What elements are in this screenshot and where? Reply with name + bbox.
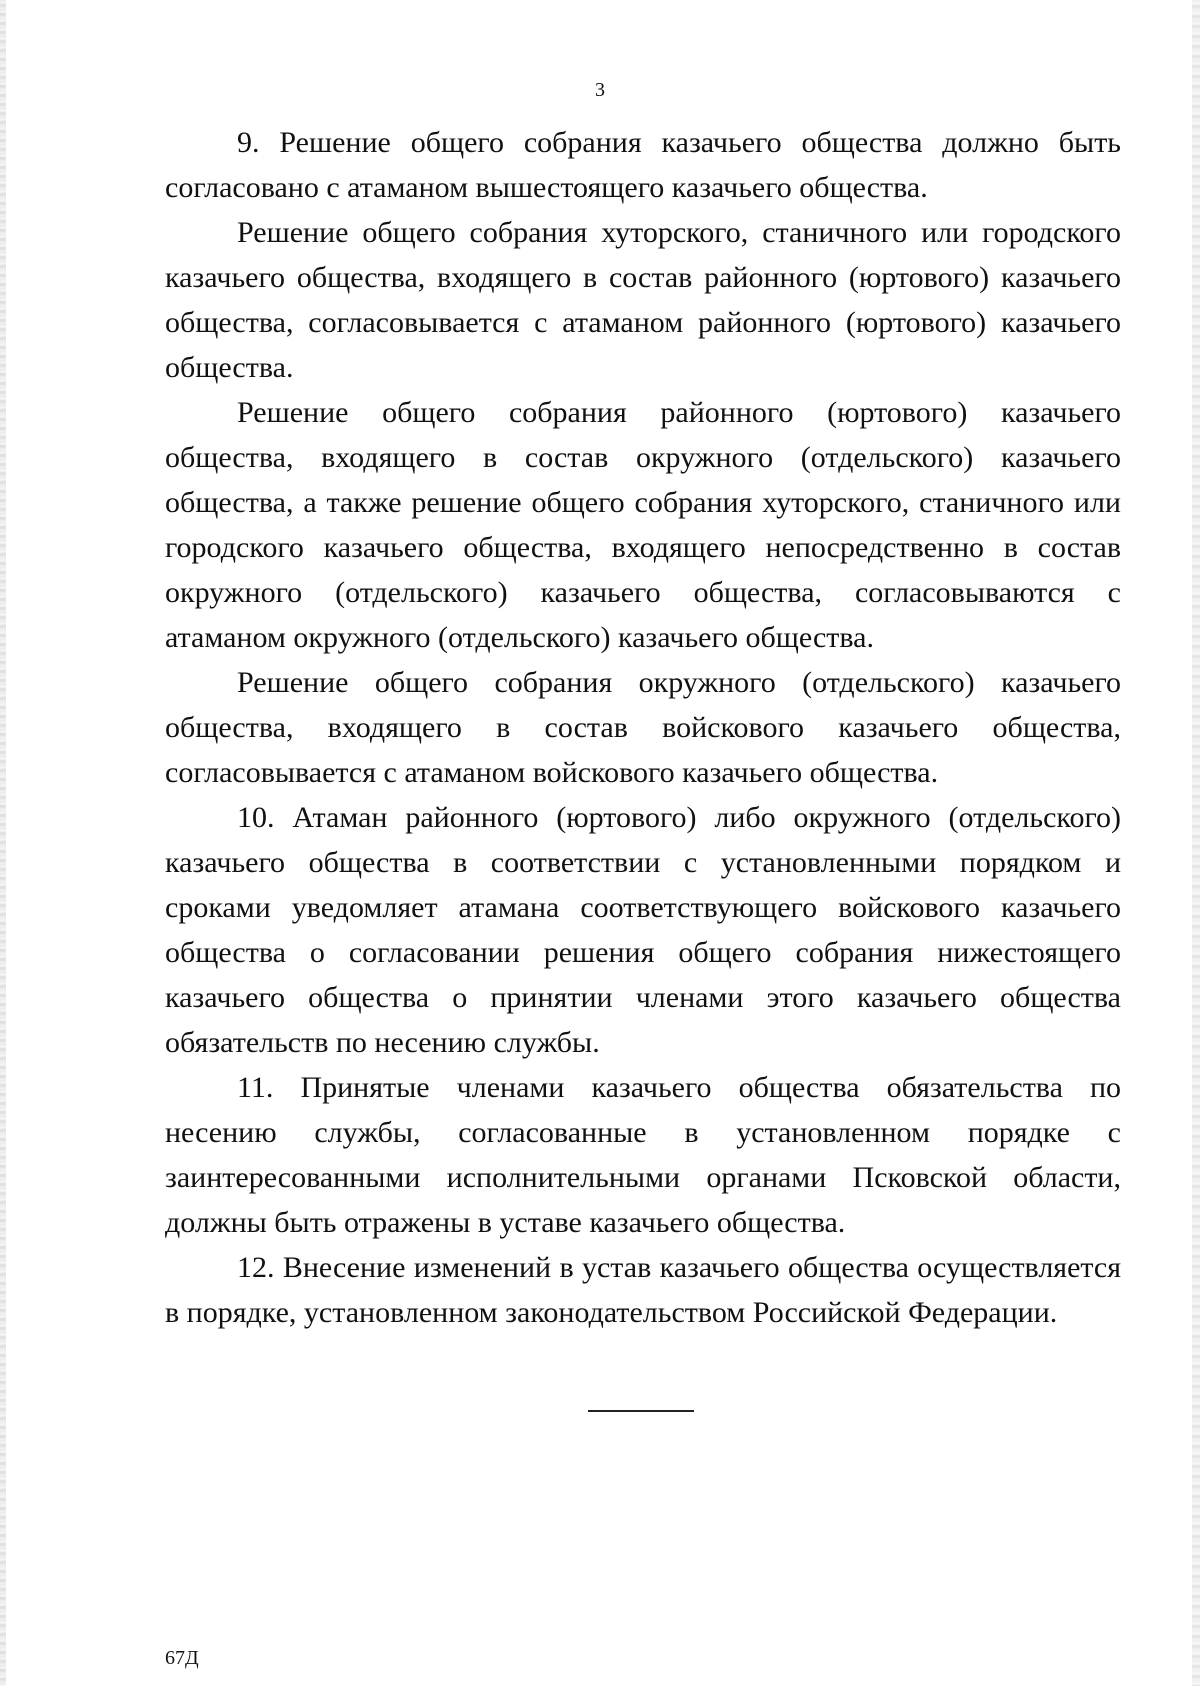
paragraph-10: 10. Атаман районного (юртового) либо окружного (отдельского) казачьего общества в соответствии с установленными порядком и сроками уведомляет атамана соответствующего войскового казачьего общества о согласовании решения общего собрания нижестоящего казачьего общества о принятии членами этого казачьего общества обязательств по несению службы. bbox=[165, 801, 1121, 1059]
end-divider-line bbox=[588, 1410, 694, 1412]
paragraph-11: 11. Принятые членами казачьего общества обязательства по несению службы, согласованные в установленном порядке с заинтересованными исполнительными органами Псковской области, должны быть отражены в уставе казачьего общества. bbox=[165, 1071, 1121, 1239]
paragraph-9-okrug: Решение общего собрания окружного (отдельского) казачьего общества, входящего в состав войскового казачьего общества, согласовывается с атаманом войскового казачьего общества. bbox=[165, 666, 1121, 789]
paragraph-12: 12. Внесение изменений в устав казачьего общества осуществляется в порядке, установленном законодательством Российской Федерации. bbox=[165, 1251, 1121, 1329]
document-body bbox=[165, 120, 1121, 1335]
paragraph-9-raion: Решение общего собрания районного (юртового) казачьего общества, входящего в состав окружного (отдельского) казачьего общества, а также решение общего собрания хуторского, станичного или городского казачьего общества, входящего непосредственно в состав окружного (отдельского) казачьего общества, согласовываются с атаманом окружного (отдельского) казачьего общества. bbox=[165, 396, 1121, 654]
page-number: 3 bbox=[595, 79, 605, 101]
scan-edge-right bbox=[1192, 0, 1200, 1686]
scan-edge-left bbox=[0, 0, 6, 1686]
paragraph-9-khutor: Решение общего собрания хуторского, станичного или городского казачьего общества, входящего в состав районного (юртового) казачьего общества, согласовывается с атаманом районного (юртового) казачьего общества. bbox=[165, 216, 1121, 384]
paragraph-9: 9. Решение общего собрания казачьего общества должно быть согласовано с атаманом вышестоящего казачьего общества. bbox=[165, 126, 1121, 204]
document-code: 67Д bbox=[165, 1647, 199, 1669]
